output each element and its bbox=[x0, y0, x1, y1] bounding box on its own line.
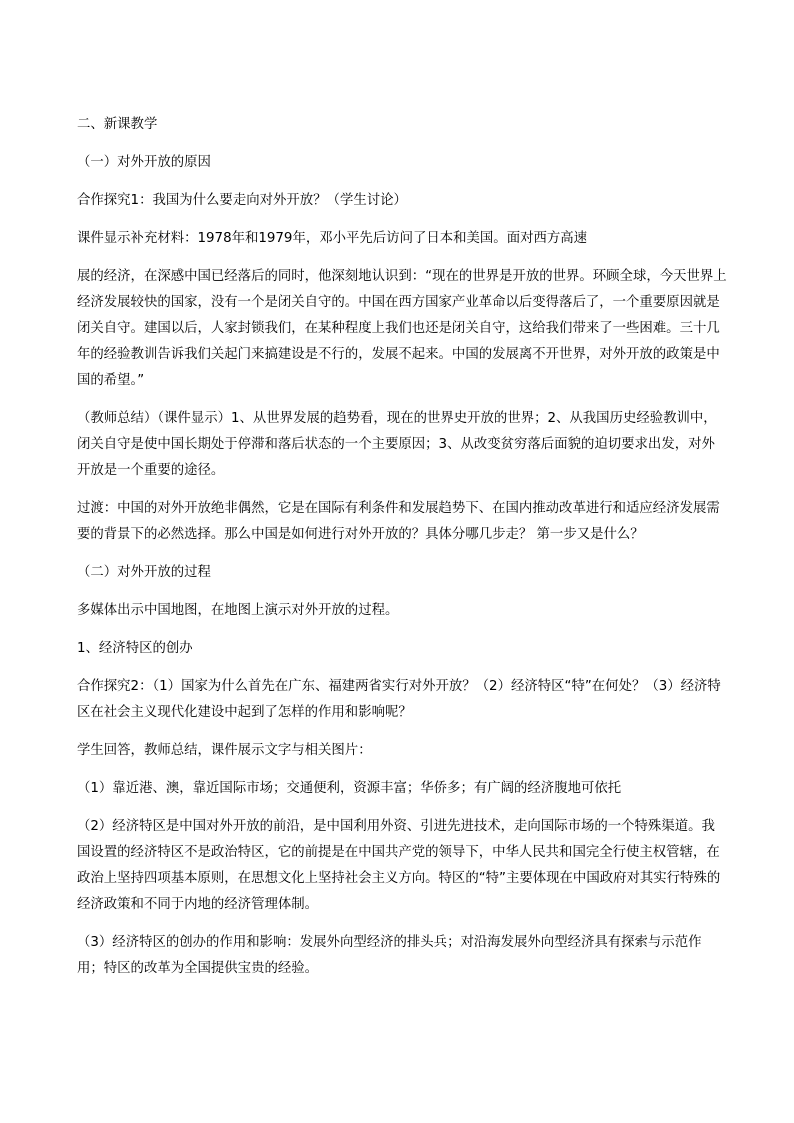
answer-point-3: （3）经济特区的创办的作用和影响：发展外向型经济的排头兵；对沿海发展外向型经济具有探索与示范作用；特区的改革为全国提供宝贵的经验。 bbox=[77, 935, 702, 976]
section-heading-new-lesson: 二、新课教学 bbox=[77, 117, 158, 132]
inquiry-question-1: 合作探究1：我国为什么要走向对外开放？（学生讨论） bbox=[77, 193, 407, 208]
subsection-heading-process: （二）对外开放的过程 bbox=[77, 565, 211, 580]
map-demo-note: 多媒体出示中国地图，在地图上演示对外开放的过程。 bbox=[77, 603, 399, 618]
document-body bbox=[77, 112, 727, 982]
transition-paragraph: 过渡：中国的对外开放绝非偶然，它是在国际有利条件和发展趋势下、在国内推动改革进行和适应经济发展需要的背景下的必然选择。那么中国是如何进行对外开放的？具体分哪几步走？ 第一步又是什么？ bbox=[77, 501, 720, 542]
inquiry-question-2: 合作探究2：（1）国家为什么首先在广东、福建两省实行对外开放？（2）经济特区“特”在何处？（3）经济特区在社会主义现代化建设中起到了怎样的作用和影响呢？ bbox=[77, 679, 721, 720]
answer-point-2: （2）经济特区是中国对外开放的前沿，是中国利用外资、引进先进技术，走向国际市场的一个特殊渠道。我国设置的经济特区不是政治特区，它的前提是在中国共产党的领导下，中华人民共和国完全行使主权管辖，在政治上坚持四项基本原则，在思想文化上坚持社会主义方向。特区的“特”主要体现在中国政府对其实行特殊的经济政策和不同于内地的经济管理体制。 bbox=[77, 819, 721, 912]
heading-special-economic-zones: 1、经济特区的创办 bbox=[77, 641, 193, 656]
teacher-summary: （教师总结）（课件显示）1、从世界发展的趋势看，现在的世界史开放的世界；2、从我国历史经验教训中，闭关自守是使中国长期处于停滞和落后状态的一个主要原因；3、从改变贫穷落后面貌的迫切要求出发，对外开放是一个重要的途径。 bbox=[77, 411, 717, 478]
supplementary-material-intro: 课件显示补充材料：1978年和1979年，邓小平先后访问了日本和美国。面对西方高速 bbox=[77, 231, 588, 246]
deng-xiaoping-quote: 展的经济，在深感中国已经落后的同时，他深刻地认识到：“现在的世界是开放的世界。环顾全球，今天世界上经济发展较快的国家，没有一个是闭关自守的。中国在西方国家产业革命以后变得落后了，一个重要原因就是闭关自守。建国以后，人家封锁我们，在某种程度上我们也还是闭关自守，这给我们带来了一些困难。三十几年的经验教训告诉我们关起门来搞建设是不行的，发展不起来。中国的发展离不开世界，对外开放的政策是中国的希望。” bbox=[77, 269, 727, 388]
student-answer-intro: 学生回答，教师总结，课件展示文字与相关图片： bbox=[77, 743, 372, 758]
subsection-heading-reasons: （一）对外开放的原因 bbox=[77, 155, 211, 170]
answer-point-1: （1）靠近港、澳，靠近国际市场；交通便利，资源丰富；华侨多；有广阔的经济腹地可依托 bbox=[77, 781, 622, 796]
